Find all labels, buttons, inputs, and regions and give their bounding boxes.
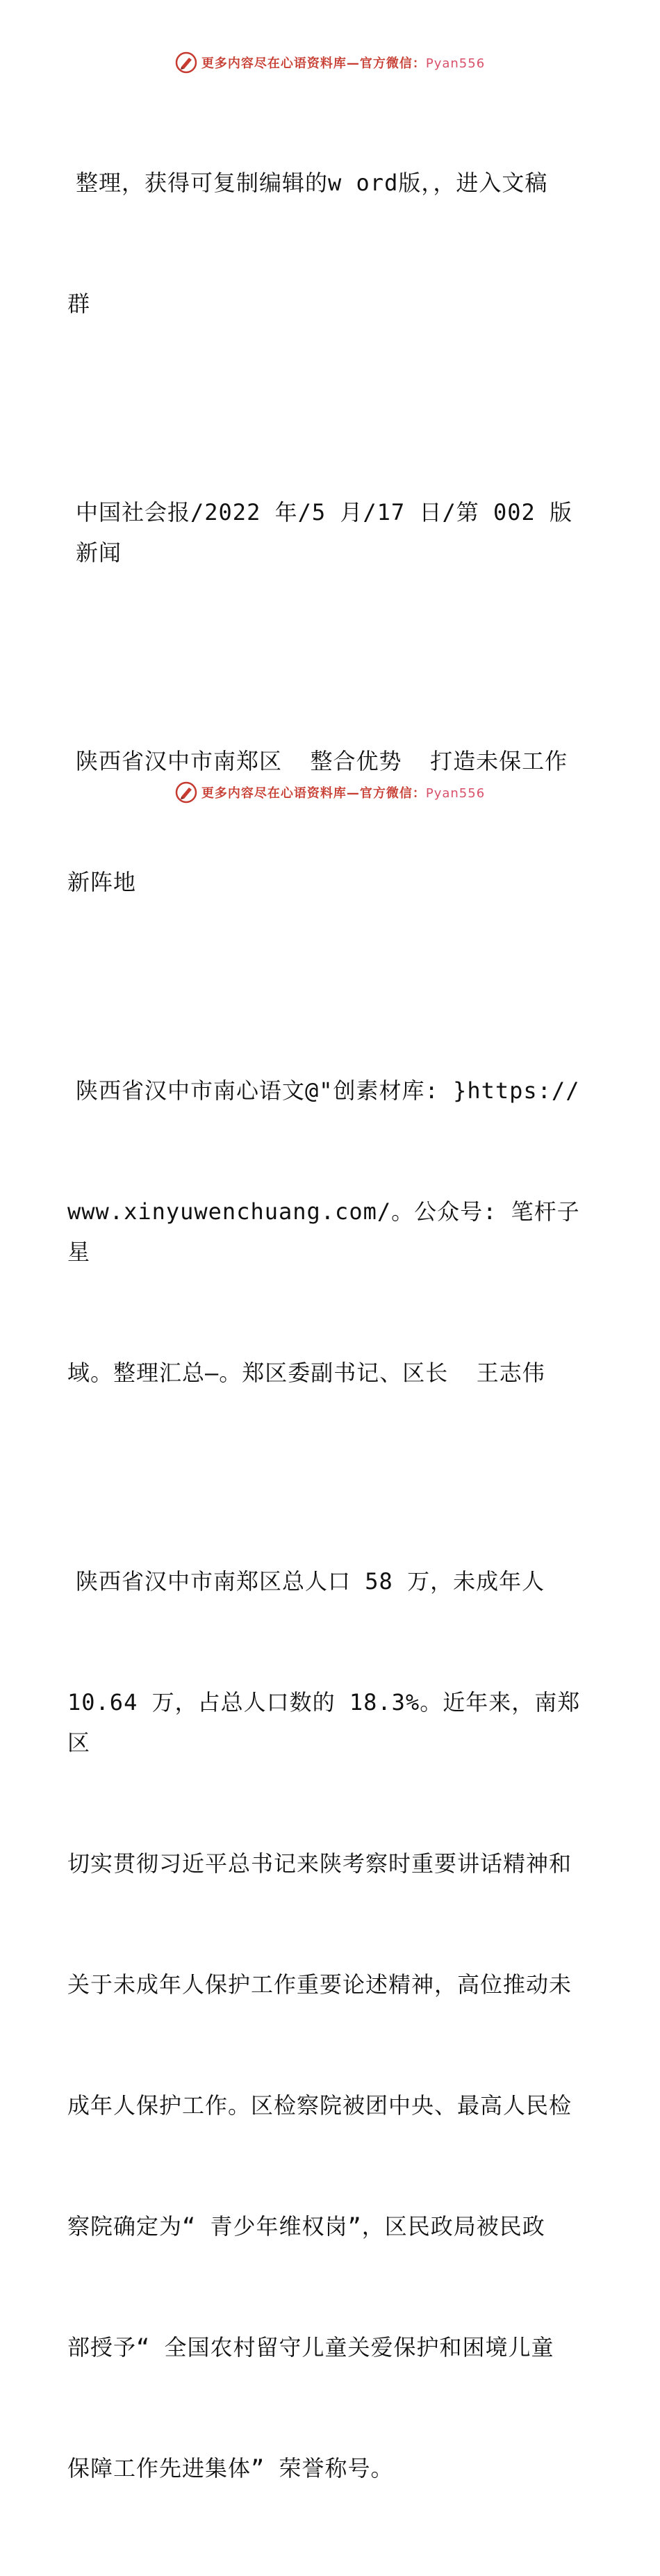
text-line: 部授予“ 全国农村留守儿童关爱保护和困境儿童 [67, 2334, 554, 2361]
header-banner [0, 49, 660, 76]
source-line [67, 411, 595, 653]
text-line: 保障工作先进集体” 荣誉称号。 [67, 2455, 394, 2481]
banner-text: 更多内容尽在心语资料库—官方微信：Pyan556 [201, 56, 486, 71]
footer-banner [0, 778, 660, 806]
document-body [67, 82, 595, 2576]
pen-logo-icon [175, 51, 197, 74]
text-line: 群 [67, 291, 91, 317]
text-line: 察院确定为“ 青少年维权岗”，区民政局被民政 [67, 2213, 545, 2240]
text-line: 成年人保护工作。区检察院被团中央、最高人民检 [67, 2092, 572, 2119]
author-paragraph [67, 990, 595, 1474]
text-line: 陕西省汉中市南郑区 整合优势 打造未保工作 [76, 748, 568, 774]
text-line: 整理，获得可复制编辑的w ord版，，进入文稿 [76, 170, 548, 196]
wechat-handle: Pyan556 [425, 56, 486, 71]
wechat-handle: Pyan556 [425, 786, 486, 801]
text-line: 新阵地 [67, 869, 137, 895]
text-line: 域。整理汇总—。郑区委副书记、区长 王志伟 [67, 1360, 545, 1386]
body-paragraph [67, 1481, 595, 2569]
headline [67, 660, 595, 983]
text-line: 切实贯彻习近平总书记来陕考察时重要讲话精神和 [67, 1850, 572, 1877]
text-line: 10.64 万，占总人口数的 18.3%。近年来，南郑区 [67, 1689, 581, 1756]
text-line: 陕西省汉中市南郑区总人口 58 万，未成年人 [76, 1568, 545, 1595]
intro-paragraph [67, 82, 595, 405]
banner-text: 更多内容尽在心语资料库—官方微信：Pyan556 [201, 786, 486, 801]
text-line: 关于未成年人保护工作重要论述精神，高位推动未 [67, 1971, 572, 1998]
text-line: 中国社会报/2022 年/5 月/17 日/第 002 版新闻 [76, 499, 573, 566]
text-line: www.xinyuwenchuang.com/。公众号: 笔杆子星 [67, 1198, 580, 1265]
text-line: 陕西省汉中市南心语文@"创素材库: }https:// [76, 1077, 580, 1104]
pen-logo-icon [175, 781, 197, 804]
